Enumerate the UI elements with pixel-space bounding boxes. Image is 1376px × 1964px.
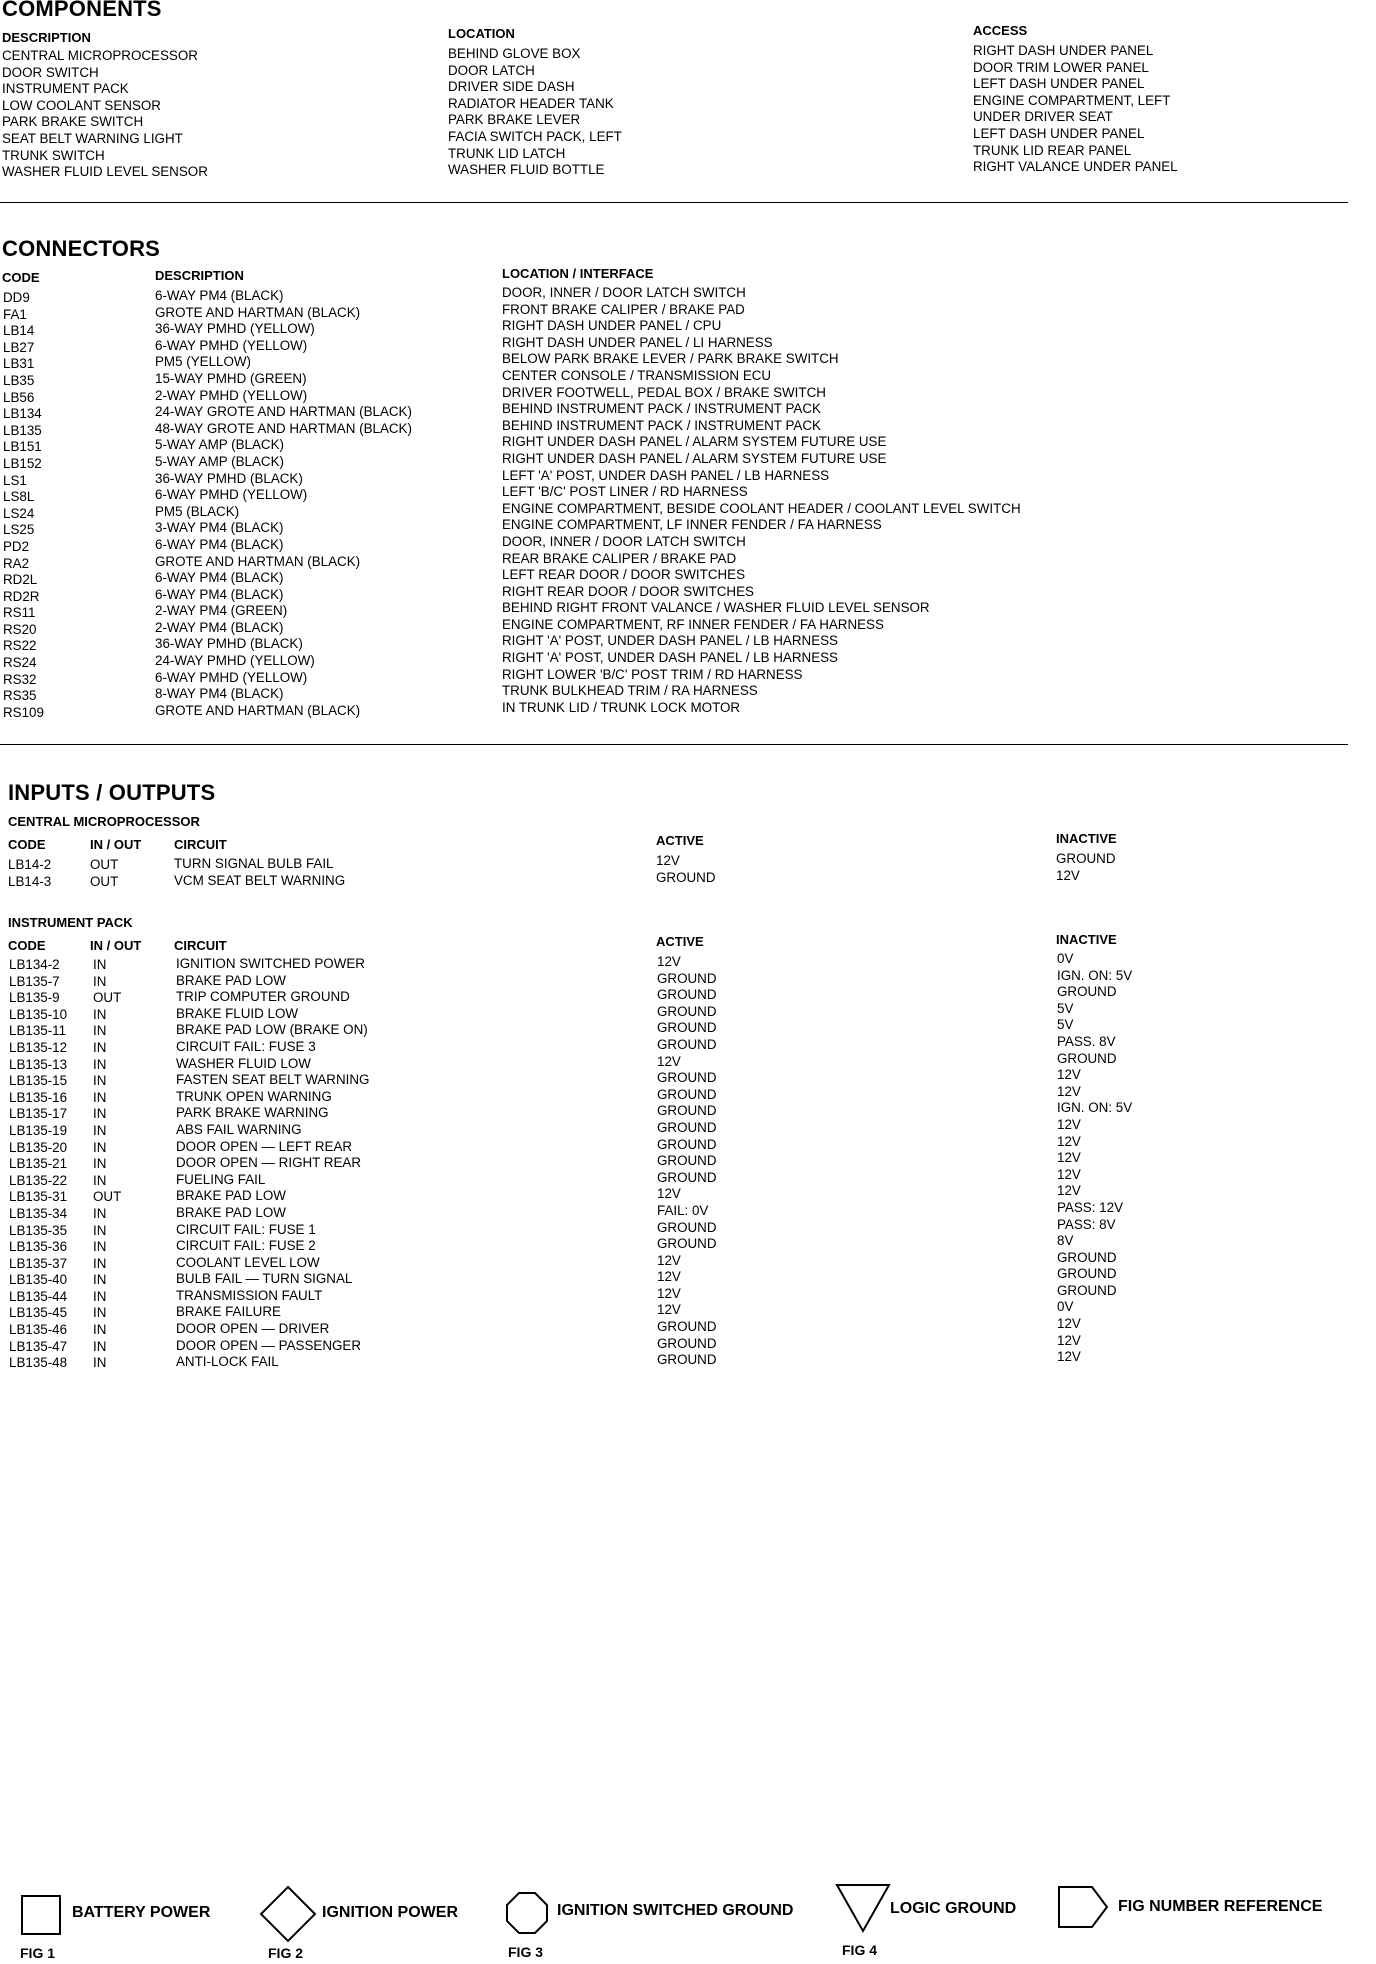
pack-circuit: DOOR OPEN — DRIVER — [176, 1321, 330, 1337]
pack-code-column — [9, 957, 67, 1372]
pack-circuit: WASHER FLUID LOW — [176, 1055, 311, 1071]
pack-inout: IN — [93, 1255, 107, 1271]
pack-code: LB135-44 — [9, 1288, 68, 1304]
divider-connectors — [0, 744, 1348, 745]
pack-inactive: 8V — [1057, 1233, 1074, 1249]
pack-active: GROUND — [657, 1153, 717, 1169]
pack-active-column — [657, 954, 717, 1369]
pack-code: LB134-2 — [9, 957, 60, 972]
pack-circuit: TRUNK OPEN WARNING — [176, 1088, 332, 1104]
pack-active: FAIL: 0V — [657, 1202, 709, 1218]
component-description: DOOR SWITCH — [2, 64, 99, 80]
connector-location: RIGHT DASH UNDER PANEL / LI HARNESS — [502, 334, 773, 350]
component-access: ENGINE COMPARTMENT, LEFT — [973, 92, 1171, 108]
pack-inout: IN — [93, 1139, 107, 1155]
component-access: RIGHT VALANCE UNDER PANEL — [973, 159, 1178, 175]
pack-circuit: BRAKE FLUID LOW — [176, 1005, 299, 1021]
cpu-active-header: ACTIVE — [656, 833, 704, 848]
connector-description: 2-WAY PM4 (BLACK) — [155, 619, 284, 635]
connector-code: LS24 — [3, 505, 35, 521]
pack-inout: IN — [93, 1106, 107, 1122]
pack-inactive: 12V — [1057, 1116, 1081, 1132]
pack-active: GROUND — [657, 1020, 717, 1036]
connector-location: DRIVER FOOTWELL, PEDAL BOX / BRAKE SWITCH — [502, 384, 826, 400]
pack-active: GROUND — [657, 1236, 717, 1252]
components-description-header: DESCRIPTION — [2, 30, 91, 45]
connector-location: BEHIND RIGHT FRONT VALANCE / WASHER FLUID LEVEL SENSOR — [502, 600, 930, 616]
component-description: SEAT BELT WARNING LIGHT — [2, 130, 183, 146]
connector-code: LB31 — [3, 356, 35, 372]
connector-location: DOOR, INNER / DOOR LATCH SWITCH — [502, 285, 746, 300]
pack-inactive: IGN. ON: 5V — [1057, 967, 1133, 983]
pack-inout: IN — [93, 1089, 107, 1105]
pack-active: GROUND — [657, 1219, 717, 1235]
connectors-description-header: DESCRIPTION — [155, 268, 244, 283]
pack-inactive: 12V — [1057, 1349, 1081, 1365]
pack-active: GROUND — [657, 1070, 717, 1086]
pack-inout: IN — [93, 1172, 107, 1188]
connector-code: LB135 — [3, 422, 42, 438]
connector-code: RS11 — [3, 605, 36, 621]
connector-location: LEFT 'A' POST, UNDER DASH PANEL / LB HARNESS — [502, 467, 830, 483]
pack-inactive: 12V — [1057, 1067, 1081, 1083]
cpu-inout: OUT — [90, 857, 119, 872]
connector-description: 6-WAY PMHD (YELLOW) — [155, 669, 308, 685]
pack-active: 12V — [657, 1053, 681, 1069]
connector-location: BEHIND INSTRUMENT PACK / INSTRUMENT PACK — [502, 417, 821, 433]
pack-circuit: DOOR OPEN — PASSENGER — [176, 1337, 362, 1353]
connector-description: 24-WAY GROTE AND HARTMAN (BLACK) — [155, 404, 412, 420]
pack-inactive: 12V — [1057, 1316, 1081, 1332]
component-access: LEFT DASH UNDER PANEL — [973, 76, 1145, 92]
pack-inactive: PASS: 8V — [1057, 1216, 1116, 1232]
pack-active: GROUND — [657, 1119, 717, 1135]
pack-code: LB135-31 — [9, 1189, 68, 1205]
connector-location: BEHIND INSTRUMENT PACK / INSTRUMENT PACK — [502, 401, 821, 417]
pack-inactive: 12V — [1057, 1083, 1081, 1099]
connector-location: ENGINE COMPARTMENT, RF INNER FENDER / FA HARNESS — [502, 616, 884, 632]
cpu-active: GROUND — [656, 869, 716, 885]
components-location-header: LOCATION — [448, 26, 515, 41]
component-location: RADIATOR HEADER TANK — [448, 95, 614, 111]
connector-code: RD2R — [3, 588, 40, 604]
pack-inactive: 12V — [1057, 1183, 1081, 1199]
connector-code: PD2 — [3, 538, 30, 554]
pack-inactive: PASS: 12V — [1057, 1199, 1123, 1215]
cpu-inout-header: IN / OUT — [90, 837, 142, 852]
component-description: TRUNK SWITCH — [2, 147, 105, 163]
component-description: CENTRAL MICROPROCESSOR — [2, 48, 198, 63]
pack-inout: IN — [93, 973, 107, 989]
pack-active: GROUND — [657, 987, 717, 1003]
pack-inout: IN — [93, 1338, 107, 1354]
battery-power-square-icon — [20, 1894, 62, 1936]
legend-fig1: FIG 1 — [20, 1945, 56, 1961]
connector-code: FA1 — [3, 306, 27, 322]
connector-location: RIGHT REAR DOOR / DOOR SWITCHES — [502, 583, 754, 599]
connector-location: RIGHT LOWER 'B/C' POST TRIM / RD HARNESS — [502, 666, 803, 682]
pack-code: LB135-45 — [9, 1305, 68, 1321]
pack-active: GROUND — [657, 970, 717, 986]
pack-inactive: GROUND — [1057, 1266, 1117, 1282]
connector-code: LS1 — [3, 472, 27, 488]
pack-active: GROUND — [657, 1169, 717, 1185]
connector-description: 5-WAY AMP (BLACK) — [155, 453, 284, 469]
cpu-inout-column — [90, 857, 118, 890]
cpu-code-column — [8, 857, 51, 890]
pack-inactive: 0V — [1057, 1299, 1074, 1315]
divider-components — [0, 202, 1348, 203]
pack-inout: OUT — [93, 1189, 122, 1205]
pack-inactive: IGN. ON: 5V — [1057, 1100, 1133, 1116]
connector-description: 5-WAY AMP (BLACK) — [155, 437, 284, 453]
pack-active: GROUND — [657, 1352, 717, 1368]
pack-circuit-header: CIRCUIT — [174, 938, 227, 953]
pack-inout: IN — [93, 1122, 107, 1138]
connector-description: 36-WAY PMHD (BLACK) — [155, 470, 303, 486]
pack-circuit: BRAKE PAD LOW — [176, 1188, 286, 1204]
pack-active: GROUND — [657, 1086, 717, 1102]
pack-inout: IN — [93, 957, 107, 972]
legend-battery-power: BATTERY POWER — [72, 1904, 211, 1921]
pack-code: LB135-19 — [9, 1122, 68, 1138]
connector-code: LB14 — [3, 323, 35, 339]
connector-location: IN TRUNK LID / TRUNK LOCK MOTOR — [502, 699, 741, 715]
pack-active: GROUND — [657, 1003, 717, 1019]
pack-inout: OUT — [93, 990, 122, 1006]
pack-circuit: CIRCUIT FAIL: FUSE 1 — [176, 1221, 316, 1237]
pack-code: LB135-12 — [9, 1039, 68, 1055]
component-location: DOOR LATCH — [448, 62, 535, 78]
connector-description: 24-WAY PMHD (YELLOW) — [155, 653, 315, 669]
pack-active: 12V — [657, 954, 681, 969]
pack-code: LB135-40 — [9, 1272, 68, 1288]
connector-location: RIGHT DASH UNDER PANEL / CPU — [502, 318, 722, 334]
component-access: TRUNK LID REAR PANEL — [973, 142, 1132, 158]
connectors-code-column — [3, 290, 44, 721]
connector-location: RIGHT UNDER DASH PANEL / ALARM SYSTEM FUTURE USE — [502, 434, 887, 450]
pack-inout-column — [93, 957, 121, 1372]
component-location: TRUNK LID LATCH — [448, 145, 566, 161]
connector-description: 36-WAY PMHD (YELLOW) — [155, 321, 315, 337]
cpu-title: CENTRAL MICROPROCESSOR — [8, 814, 200, 829]
pack-inout: IN — [93, 1039, 107, 1055]
connector-description: 2-WAY PMHD (YELLOW) — [155, 387, 308, 403]
connector-code: LB151 — [3, 439, 42, 455]
cpu-code-header: CODE — [8, 837, 46, 852]
connector-description: 8-WAY PM4 (BLACK) — [155, 686, 284, 702]
connector-code: LS25 — [3, 522, 35, 538]
cpu-active: 12V — [656, 853, 680, 868]
components-description-column — [2, 48, 208, 181]
component-location: FACIA SWITCH PACK, LEFT — [448, 128, 622, 144]
legend-logic-ground: LOGIC GROUND — [890, 1900, 1017, 1917]
connector-code: LB35 — [3, 372, 35, 388]
pack-circuit: ABS FAIL WARNING — [176, 1121, 302, 1137]
pack-circuit: BRAKE PAD LOW — [176, 1204, 286, 1220]
pack-code: LB135-16 — [9, 1089, 68, 1105]
connector-code: LB152 — [3, 455, 42, 471]
pack-active: GROUND — [657, 1036, 717, 1052]
pack-code: LB135-20 — [9, 1139, 68, 1155]
pack-inout: IN — [93, 1239, 107, 1255]
connector-code: RD2L — [3, 572, 38, 588]
connector-location: BELOW PARK BRAKE LEVER / PARK BRAKE SWITCH — [502, 351, 839, 367]
components-access-column — [973, 43, 1178, 176]
component-access: RIGHT DASH UNDER PANEL — [973, 43, 1154, 58]
connector-description: 6-WAY PM4 (BLACK) — [155, 536, 284, 552]
pack-circuit: FUELING FAIL — [176, 1171, 266, 1187]
component-location: PARK BRAKE LEVER — [448, 112, 581, 128]
pack-inout: IN — [93, 1272, 107, 1288]
pack-inactive: GROUND — [1057, 1249, 1117, 1265]
connectors-description-column — [155, 288, 412, 719]
legend-ignition-power: IGNITION POWER — [322, 1904, 458, 1921]
cpu-active-column — [656, 853, 716, 886]
pack-circuit: CIRCUIT FAIL: FUSE 2 — [176, 1238, 316, 1254]
pack-circuit: IGNITION SWITCHED POWER — [176, 956, 365, 971]
connectors-title: CONNECTORS — [2, 236, 161, 261]
connector-code: DD9 — [3, 290, 30, 305]
pack-circuit: DOOR OPEN — RIGHT REAR — [176, 1155, 362, 1171]
connector-location: FRONT BRAKE CALIPER / BRAKE PAD — [502, 301, 745, 317]
cpu-inactive: 12V — [1056, 867, 1080, 883]
connector-location: RIGHT 'A' POST, UNDER DASH PANEL / LB HARNESS — [502, 650, 838, 666]
pack-inactive: PASS. 8V — [1057, 1033, 1116, 1049]
cpu-code: LB14-2 — [8, 857, 52, 872]
connector-description: GROTE AND HARTMAN (BLACK) — [155, 304, 361, 320]
connector-code: RS35 — [3, 688, 37, 704]
component-access: UNDER DRIVER SEAT — [973, 109, 1113, 125]
cpu-inactive-header: INACTIVE — [1056, 831, 1117, 846]
pack-inactive-header: INACTIVE — [1056, 932, 1117, 947]
cpu-circuit: TURN SIGNAL BULB FAIL — [174, 856, 334, 871]
connector-location: REAR BRAKE CALIPER / BRAKE PAD — [502, 550, 737, 566]
ignition-switched-ground-octagon-icon — [504, 1890, 550, 1936]
component-access: DOOR TRIM LOWER PANEL — [973, 59, 1149, 75]
pack-inout: IN — [93, 1023, 107, 1039]
cpu-inactive: GROUND — [1056, 851, 1116, 866]
cpu-code: LB14-3 — [8, 873, 52, 889]
pack-circuit: DOOR OPEN — LEFT REAR — [176, 1138, 353, 1154]
pack-active-header: ACTIVE — [656, 934, 704, 949]
pack-inout: IN — [93, 1006, 107, 1022]
connector-description: 6-WAY PM4 (BLACK) — [155, 586, 284, 602]
cpu-circuit-header: CIRCUIT — [174, 837, 227, 852]
connector-description: 6-WAY PMHD (YELLOW) — [155, 487, 308, 503]
components-location-column — [448, 46, 622, 179]
connector-description: 48-WAY GROTE AND HARTMAN (BLACK) — [155, 420, 412, 436]
pack-inout: IN — [93, 1322, 107, 1338]
io-title: INPUTS / OUTPUTS — [8, 780, 216, 805]
pack-code: LB135-9 — [9, 990, 60, 1006]
connector-location: TRUNK BULKHEAD TRIM / RA HARNESS — [502, 683, 758, 699]
legend-fig-number-reference: FIG NUMBER REFERENCE — [1118, 1898, 1323, 1915]
connector-code: RS109 — [3, 704, 44, 720]
ignition-power-diamond-icon — [258, 1884, 318, 1944]
pack-inactive: 5V — [1057, 1017, 1074, 1033]
connectors-code-header: CODE — [2, 270, 40, 285]
pack-inactive: 12V — [1057, 1133, 1081, 1149]
connector-code: LB27 — [3, 339, 35, 355]
legend-fig3: FIG 3 — [508, 1944, 544, 1960]
pack-code: LB135-22 — [9, 1172, 68, 1188]
pack-inout: IN — [93, 1355, 107, 1371]
pack-inout: IN — [93, 1305, 107, 1321]
pack-code: LB135-17 — [9, 1106, 68, 1122]
pack-circuit-column — [176, 956, 369, 1371]
pack-inactive: 12V — [1057, 1166, 1081, 1182]
pack-active: GROUND — [657, 1319, 717, 1335]
logic-ground-triangle-icon — [834, 1882, 892, 1934]
pack-code: LB135-34 — [9, 1205, 68, 1221]
pack-circuit: BRAKE PAD LOW — [176, 972, 286, 988]
pack-inout: IN — [93, 1056, 107, 1072]
cpu-inactive-column — [1056, 851, 1116, 884]
pack-active: 12V — [657, 1285, 681, 1301]
fig-number-reference-pentagon-icon — [1056, 1884, 1110, 1930]
connector-code: RS32 — [3, 671, 37, 687]
connector-description: PM5 (BLACK) — [155, 503, 240, 519]
pack-code: LB135-47 — [9, 1338, 68, 1354]
pack-code: LB135-10 — [9, 1006, 68, 1022]
connectors-location-header: LOCATION / INTERFACE — [502, 266, 654, 281]
pack-circuit: ANTI-LOCK FAIL — [176, 1354, 279, 1370]
pack-active: 12V — [657, 1186, 681, 1202]
component-description: WASHER FLUID LEVEL SENSOR — [2, 164, 208, 180]
connector-location: ENGINE COMPARTMENT, BESIDE COOLANT HEADER / COOLANT LEVEL SWITCH — [502, 500, 1021, 516]
connector-description: GROTE AND HARTMAN (BLACK) — [155, 553, 361, 569]
pack-code: LB135-11 — [9, 1023, 67, 1039]
pack-inout: IN — [93, 1073, 107, 1089]
legend-fig2: FIG 2 — [268, 1945, 304, 1961]
connector-location: CENTER CONSOLE / TRANSMISSION ECU — [502, 367, 772, 383]
connectors-location-column — [502, 285, 1021, 716]
legend-ignition-switched-ground: IGNITION SWITCHED GROUND — [557, 1902, 794, 1919]
connector-location: RIGHT UNDER DASH PANEL / ALARM SYSTEM FUTURE USE — [502, 450, 887, 466]
pack-active: 12V — [657, 1252, 681, 1268]
pack-circuit: FASTEN SEAT BELT WARNING — [176, 1072, 370, 1088]
pack-active: GROUND — [657, 1335, 717, 1351]
connector-code: LB56 — [3, 389, 35, 405]
component-description: PARK BRAKE SWITCH — [2, 114, 144, 130]
pack-code: LB135-13 — [9, 1056, 68, 1072]
component-location: DRIVER SIDE DASH — [448, 79, 575, 95]
pack-active: 12V — [657, 1302, 681, 1318]
pack-inout: IN — [93, 1156, 107, 1172]
pack-circuit: CIRCUIT FAIL: FUSE 3 — [176, 1038, 316, 1054]
connector-description: 2-WAY PM4 (GREEN) — [155, 603, 288, 619]
pack-circuit: TRIP COMPUTER GROUND — [176, 989, 350, 1005]
connector-code: LS8L — [3, 489, 35, 505]
connector-description: 3-WAY PM4 (BLACK) — [155, 520, 284, 536]
pack-inactive: 5V — [1057, 1000, 1074, 1016]
pack-inactive: GROUND — [1057, 1050, 1117, 1066]
component-access: LEFT DASH UNDER PANEL — [973, 125, 1145, 141]
cpu-circuit-column — [174, 856, 345, 889]
connector-code: RS22 — [3, 638, 37, 654]
connector-description: PM5 (YELLOW) — [155, 354, 251, 370]
pack-active: 12V — [657, 1269, 681, 1285]
connector-location: LEFT 'B/C' POST LINER / RD HARNESS — [502, 484, 748, 500]
pack-inactive: 12V — [1057, 1150, 1081, 1166]
connector-description: GROTE AND HARTMAN (BLACK) — [155, 702, 361, 718]
pack-inactive: GROUND — [1057, 984, 1117, 1000]
connector-description: 6-WAY PM4 (BLACK) — [155, 570, 284, 586]
pack-inout-header: IN / OUT — [90, 938, 142, 953]
pack-title: INSTRUMENT PACK — [8, 915, 133, 930]
pack-inout: IN — [93, 1288, 107, 1304]
connector-code: LB134 — [3, 406, 42, 422]
connector-description: 6-WAY PM4 (BLACK) — [155, 288, 284, 303]
connector-code: RS24 — [3, 655, 37, 671]
pack-circuit: COOLANT LEVEL LOW — [176, 1254, 320, 1270]
cpu-circuit: VCM SEAT BELT WARNING — [174, 872, 346, 888]
pack-inactive: 0V — [1057, 951, 1074, 966]
connector-location: LEFT REAR DOOR / DOOR SWITCHES — [502, 567, 746, 583]
connector-description: 6-WAY PMHD (YELLOW) — [155, 337, 308, 353]
component-description: INSTRUMENT PACK — [2, 81, 129, 97]
connector-code: RS20 — [3, 621, 37, 637]
components-title: COMPONENTS — [2, 0, 162, 21]
pack-code: LB135-21 — [9, 1156, 68, 1172]
pack-inactive: GROUND — [1057, 1282, 1117, 1298]
components-access-header: ACCESS — [973, 23, 1028, 38]
pack-code: LB135-37 — [9, 1255, 68, 1271]
connector-location: DOOR, INNER / DOOR LATCH SWITCH — [502, 533, 746, 549]
pack-circuit: BRAKE PAD LOW (BRAKE ON) — [176, 1022, 368, 1038]
pack-code: LB135-7 — [9, 973, 60, 989]
pack-inout: IN — [93, 1205, 107, 1221]
pack-code: LB135-36 — [9, 1239, 68, 1255]
pack-circuit: TRANSMISSION FAULT — [176, 1287, 323, 1303]
connector-code: RA2 — [3, 555, 30, 571]
pack-inactive: 12V — [1057, 1332, 1081, 1348]
pack-code: LB135-48 — [9, 1355, 68, 1371]
connector-location: RIGHT 'A' POST, UNDER DASH PANEL / LB HARNESS — [502, 633, 838, 649]
pack-active: GROUND — [657, 1103, 717, 1119]
pack-circuit: PARK BRAKE WARNING — [176, 1105, 329, 1121]
connector-description: 36-WAY PMHD (BLACK) — [155, 636, 303, 652]
connector-location: ENGINE COMPARTMENT, LF INNER FENDER / FA HARNESS — [502, 517, 882, 533]
pack-inactive-column — [1057, 951, 1132, 1366]
pack-active: GROUND — [657, 1136, 717, 1152]
component-description: LOW COOLANT SENSOR — [2, 97, 161, 113]
pack-circuit: BRAKE FAILURE — [176, 1304, 281, 1320]
pack-circuit: BULB FAIL — TURN SIGNAL — [176, 1271, 353, 1287]
pack-code-header: CODE — [8, 938, 46, 953]
pack-code: LB135-35 — [9, 1222, 68, 1238]
pack-code: LB135-15 — [9, 1073, 68, 1089]
pack-code: LB135-46 — [9, 1322, 68, 1338]
cpu-inout: OUT — [90, 873, 119, 889]
component-location: WASHER FLUID BOTTLE — [448, 162, 605, 178]
component-location: BEHIND GLOVE BOX — [448, 46, 581, 61]
pack-inout: IN — [93, 1222, 107, 1238]
connector-description: 15-WAY PMHD (GREEN) — [155, 370, 307, 386]
legend-fig4: FIG 4 — [842, 1942, 878, 1958]
